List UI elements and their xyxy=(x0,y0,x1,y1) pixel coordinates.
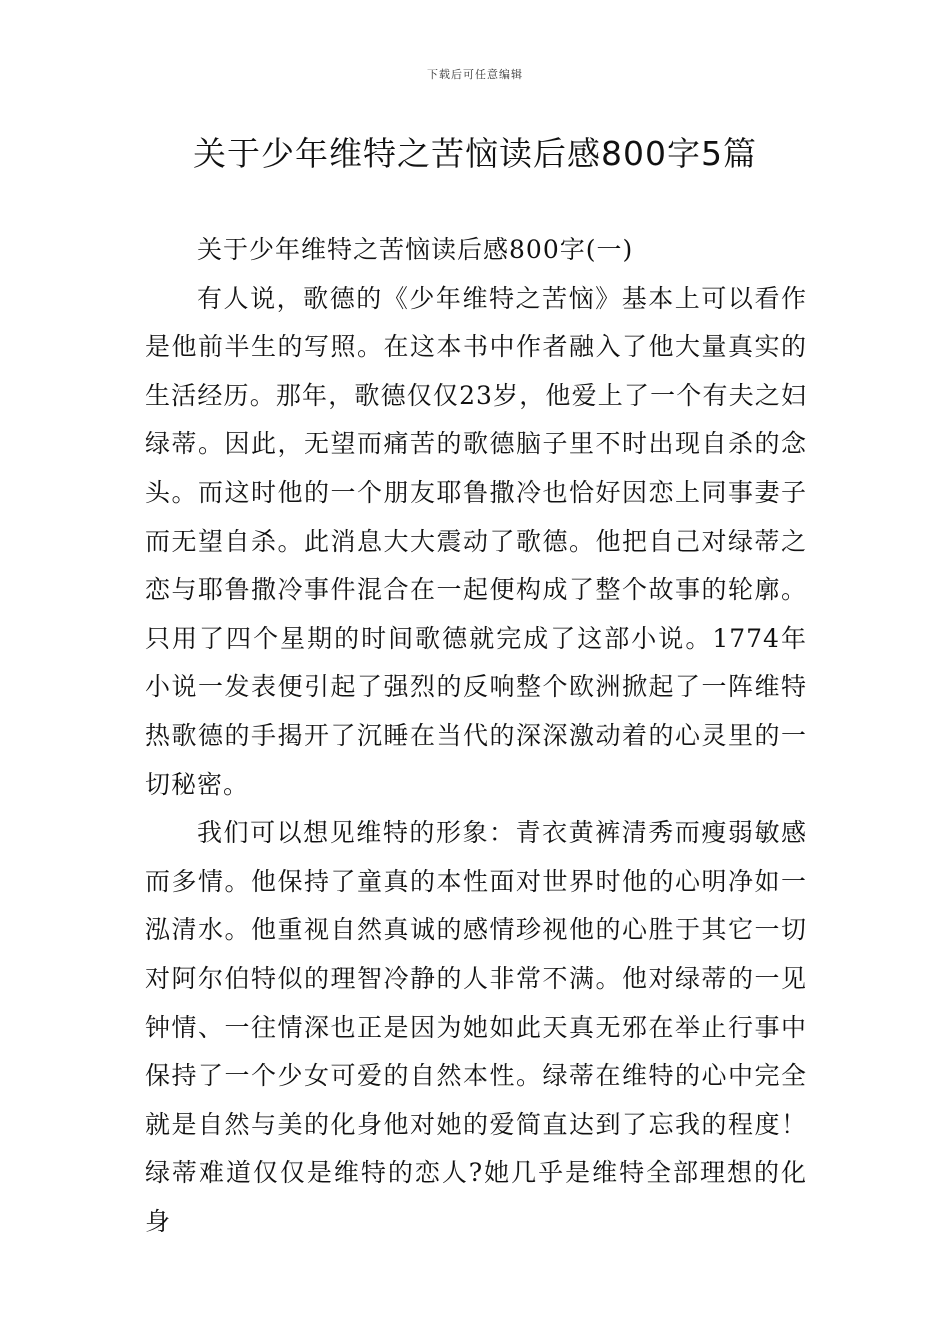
section-subtitle: 关于少年维特之苦恼读后感800字(一) xyxy=(197,235,634,264)
body-paragraph: 有人说，歌德的《少年维特之苦恼》基本上可以看作是他前半生的写照。在这本书中作者融入了他大量真实的生活经历。那年，歌德仅仅23岁，他爱上了一个有夫之妇绿蒂。因此，无望而痛苦的歌德脑子里不时出现自杀的念头。而这时他的一个朋友耶鲁撒冷也恰好因恋上同事妻子而无望自杀。此消息大大震动了歌德。他把自己对绿蒂之恋与耶鲁撒冷事件混合在一起便构成了整个故事的轮廓。只用了四个星期的时间歌德就完成了这部小说。1774年小说一发表便引起了强烈的反响整个欧洲掀起了一阵维特热歌德的手揭开了沉睡在当代的深深激动着的心灵里的一切秘密。 xyxy=(145,283,807,799)
document-title: 关于少年维特之苦恼读后感800字5篇 xyxy=(193,134,757,173)
body-paragraph: 我们可以想见维特的形象：青衣黄裤清秀而瘦弱敏感而多情。他保持了童真的本性面对世界时他的心明净如一泓清水。他重视自然真诚的感情珍视他的心胜于其它一切对阿尔伯特似的理智冷静的人非常不满。他对绿蒂的一见钟情、一往情深也正是因为她如此天真无邪在举止行事中保持了一个少女可爱的自然本性。绿蒂在维特的心中完全就是自然与美的化身他对她的爱简直达到了忘我的程度！绿蒂难道仅仅是维特的恋人?她几乎是维特全部理想的化身 xyxy=(145,818,807,1236)
document-body xyxy=(145,226,807,1246)
header-note: 下载后可任意编辑 xyxy=(427,68,523,81)
